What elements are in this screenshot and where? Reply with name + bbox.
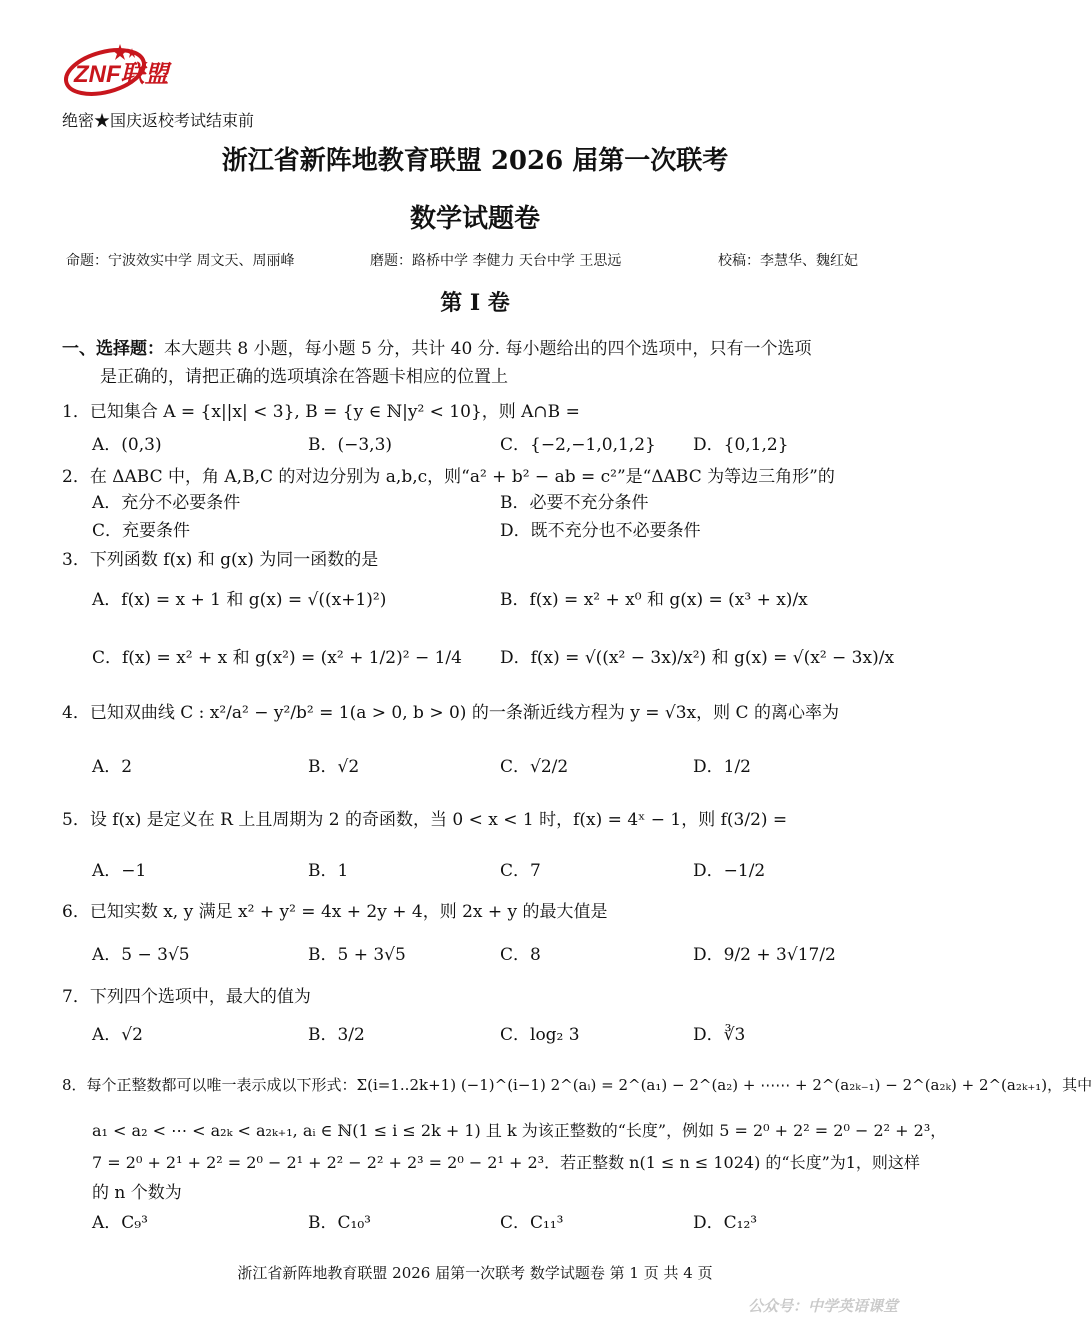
question-6-option-c: C．8 xyxy=(500,945,541,965)
question-1-option-a: A．(0,3) xyxy=(92,435,162,455)
question-3-option-c: C．f(x) = x² + x 和 g(x²) = (x² + 1/2)² − 1/4 xyxy=(92,648,462,668)
question-4-option-d: D．1/2 xyxy=(693,757,751,777)
section-instructions xyxy=(62,334,812,359)
question-2-option-b: B．必要不充分条件 xyxy=(500,493,649,513)
question-5-stem: 5．设 f(x) 是定义在 R 上且周期为 2 的奇函数，当 0 < x < 1 时，f(x) = 4ˣ − 1，则 f(3/2) = xyxy=(62,810,788,830)
question-1-option-d: D．{0,1,2} xyxy=(693,435,789,455)
question-7-option-b: B．3/2 xyxy=(308,1025,365,1045)
section-label: 一、选择题： xyxy=(62,339,164,359)
question-2-option-a: A．充分不必要条件 xyxy=(92,493,241,513)
question-5-option-d: D．−1/2 xyxy=(693,861,766,881)
question-7-option-d: D．∛3 xyxy=(693,1025,746,1045)
question-7-option-a: A．√2 xyxy=(92,1025,143,1045)
question-5-option-c: C．7 xyxy=(500,861,541,881)
question-4-stem: 4．已知双曲线 C : x²/a² − y²/b² = 1(a > 0, b > 0) 的一条渐近线方程为 y = √3x，则 C 的离心率为 xyxy=(62,703,839,723)
page-footer: 浙江省新阵地教育联盟 2026 届第一次联考 数学试题卷 第 1 页 共 4 页 xyxy=(237,1264,713,1282)
confidential-note: 绝密★国庆返校考试结束前 xyxy=(62,111,255,130)
exam-subtitle: 数学试题卷 xyxy=(409,204,540,234)
credit-proofreader: 校稿：李慧华、魏红妃 xyxy=(718,253,858,269)
question-4-option-a: A．2 xyxy=(92,757,133,777)
question-4-option-c: C．√2/2 xyxy=(500,757,569,777)
question-6-stem: 6．已知实数 x, y 满足 x² + y² = 4x + 2y + 4，则 2x + y 的最大值是 xyxy=(62,902,608,922)
question-8-option-b: B．C₁₀³ xyxy=(308,1213,371,1233)
question-8-line-3: 7 = 2⁰ + 2¹ + 2² = 2⁰ − 2¹ + 2² − 2² + 2³ = 2⁰ − 2¹ + 2³．若正整数 n(1 ≤ n ≤ 1024) 的“长度”为1，则这样 xyxy=(92,1153,920,1172)
question-7-stem: 7．下列四个选项中，最大的值为 xyxy=(62,987,311,1007)
part-heading: 第 I 卷 xyxy=(440,290,510,316)
question-8-option-a: A．C₉³ xyxy=(92,1213,148,1233)
question-2-option-d: D．既不充分也不必要条件 xyxy=(500,521,701,541)
question-6-option-b: B．5 + 3√5 xyxy=(308,945,406,965)
section-text-1: 本大题共 8 小题，每小题 5 分，共计 40 分. 每小题给出的四个选项中，只有一个选项 xyxy=(164,339,812,359)
question-8-line-2: a₁ < a₂ < ⋯ < a₂ₖ < a₂ₖ₊₁, aᵢ ∈ ℕ(1 ≤ i ≤ 2k + 1) 且 k 为该正整数的“长度”，例如 5 = 2⁰ + 2² = 2⁰ − 2² + 2³， xyxy=(92,1121,947,1140)
question-5-option-a: A．−1 xyxy=(92,861,147,881)
question-8-option-c: C．C₁₁³ xyxy=(500,1213,564,1233)
exam-title: 浙江省新阵地教育联盟 2026 届第一次联考 xyxy=(221,146,729,176)
question-8-line-4: 的 n 个数为 xyxy=(92,1183,182,1203)
question-2-option-c: C．充要条件 xyxy=(92,521,191,541)
question-3-option-d: D．f(x) = √((x² − 3x)/x²) 和 g(x) = √(x² − 3x)/x xyxy=(500,648,895,668)
question-6-option-a: A．5 − 3√5 xyxy=(92,945,190,965)
watermark: 公众号：中学英语课堂 xyxy=(747,1297,898,1315)
question-3-option-b: B．f(x) = x² + x⁰ 和 g(x) = (x³ + x)/x xyxy=(500,590,808,610)
question-6-option-d: D．9/2 + 3√17/2 xyxy=(693,945,836,965)
question-1-option-b: B．(−3,3) xyxy=(308,435,393,455)
question-1-stem: 1．已知集合 A = {x||x| < 3}, B = {y ∈ ℕ|y² < 10}，则 A∩B = xyxy=(62,402,580,422)
credit-reviewer: 磨题：路桥中学 李健力 天台中学 王思远 xyxy=(370,253,622,269)
question-8-stem: 8．每个正整数都可以唯一表示成以下形式：Σ(i=1..2k+1) (−1)^(i−1) 2^(aᵢ) = 2^(a₁) − 2^(a₂) + ⋯⋯ + 2^(a₂ₖ₋₁) − 2^(a₂ₖ) + 2^(a₂ₖ₊₁)，其中 xyxy=(62,1076,1092,1094)
question-2-stem: 2．在 ΔABC 中，角 A,B,C 的对边分别为 a,b,c，则“a² + b² − ab = c²”是“ΔABC 为等边三角形”的 xyxy=(62,467,835,487)
question-3-option-a: A．f(x) = x + 1 和 g(x) = √((x+1)²) xyxy=(92,590,387,610)
credit-author: 命题：宁波效实中学 周文天、周丽峰 xyxy=(66,253,295,269)
question-3-stem: 3．下列函数 f(x) 和 g(x) 为同一函数的是 xyxy=(62,550,379,570)
section-text-2: 是正确的，请把正确的选项填涂在答题卡相应的位置上 xyxy=(100,367,508,387)
question-7-option-c: C．log₂ 3 xyxy=(500,1025,580,1045)
znf-logo xyxy=(60,42,170,104)
question-5-option-b: B．1 xyxy=(308,861,349,881)
logo-text: ZNF联盟 xyxy=(74,61,169,88)
question-4-option-b: B．√2 xyxy=(308,757,360,777)
question-8-option-d: D．C₁₂³ xyxy=(693,1213,758,1233)
question-1-option-c: C．{−2,−1,0,1,2} xyxy=(500,435,656,455)
